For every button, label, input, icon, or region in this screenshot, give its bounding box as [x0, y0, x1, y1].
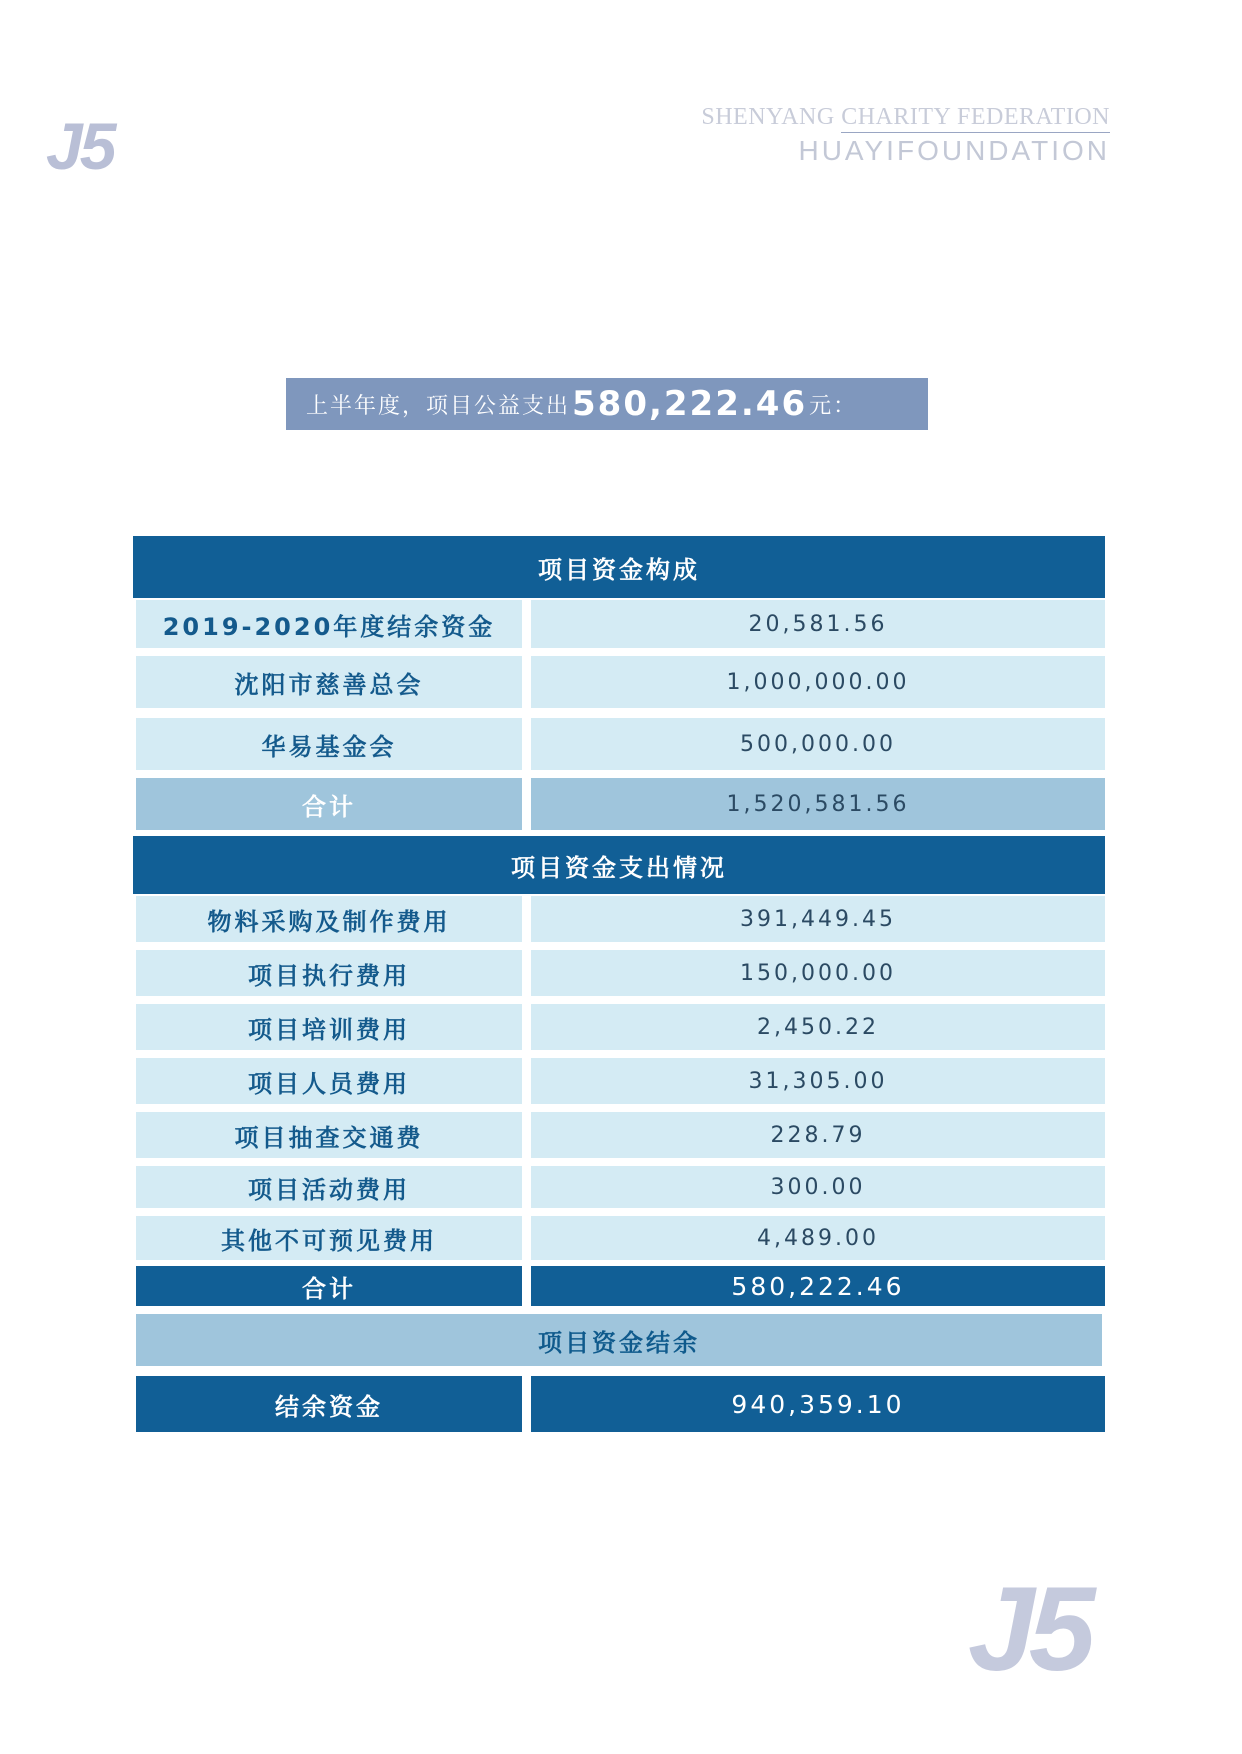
total-value: 1,520,581.56: [531, 778, 1105, 830]
row-label: 项目抽查交通费: [136, 1112, 522, 1158]
org-name-line2: HUAYIFOUNDATION: [798, 135, 1110, 166]
row-label: 项目执行费用: [136, 950, 522, 996]
logo-top: J5: [46, 109, 114, 183]
row-value: 2,450.22: [531, 1004, 1105, 1050]
row-label: 物料采购及制作费用: [136, 896, 522, 942]
total-label: 合计: [136, 778, 522, 830]
row-label: 项目培训费用: [136, 1004, 522, 1050]
row-label: 其他不可预见费用: [136, 1216, 522, 1260]
logo-bottom: J5: [968, 1562, 1090, 1696]
fund-table: [133, 536, 1105, 1434]
row-value: 391,449.45: [531, 896, 1105, 942]
row-label: 项目活动费用: [136, 1166, 522, 1208]
section-title-funding: 项目资金构成: [133, 536, 1105, 598]
org-name-shenyang: SHENYANG: [701, 104, 842, 130]
table-row: [133, 1216, 1105, 1260]
row-value: 31,305.00: [531, 1058, 1105, 1104]
section-title-balance-row: [133, 1314, 1105, 1366]
org-name-line1: [701, 104, 1110, 131]
table-row: [133, 1112, 1105, 1158]
banner-prefix: 上半年度，项目公益支出: [306, 393, 571, 419]
row-value: 500,000.00: [531, 718, 1105, 770]
table-row: [133, 1166, 1105, 1208]
row-value: 1,000,000.00: [531, 656, 1105, 708]
row-label: 沈阳市慈善总会: [136, 656, 522, 708]
table-row: [133, 656, 1105, 708]
total-value: 580,222.46: [531, 1266, 1105, 1306]
balance-row: [133, 1376, 1105, 1432]
row-value: 4,489.00: [531, 1216, 1105, 1260]
row-value: 20,581.56: [531, 600, 1105, 648]
row-label: 华易基金会: [136, 718, 522, 770]
section-title-balance: 项目资金结余: [136, 1314, 1102, 1366]
balance-label: 结余资金: [136, 1376, 522, 1432]
row-label: 2019-2020年度结余资金: [136, 600, 522, 648]
table-row: [133, 896, 1105, 942]
funding-total-row: [133, 778, 1105, 830]
table-row: [133, 1004, 1105, 1050]
banner-amount: 580,222.46: [572, 384, 808, 424]
org-name-charity: CHARITY FEDERATION: [841, 104, 1110, 133]
section-title-expense: 项目资金支出情况: [133, 836, 1105, 894]
table-row: [133, 1058, 1105, 1104]
table-row: [133, 600, 1105, 648]
balance-value: 940,359.10: [531, 1376, 1105, 1432]
row-label: 项目人员费用: [136, 1058, 522, 1104]
expense-total-row: [133, 1266, 1105, 1306]
row-value: 300.00: [531, 1166, 1105, 1208]
expenditure-banner: [286, 378, 928, 430]
banner-suffix: 元：: [809, 393, 858, 419]
total-label: 合计: [136, 1266, 522, 1306]
organization-header: [701, 104, 1110, 167]
row-value: 150,000.00: [531, 950, 1105, 996]
table-row: [133, 718, 1105, 770]
row-value: 228.79: [531, 1112, 1105, 1158]
table-row: [133, 950, 1105, 996]
